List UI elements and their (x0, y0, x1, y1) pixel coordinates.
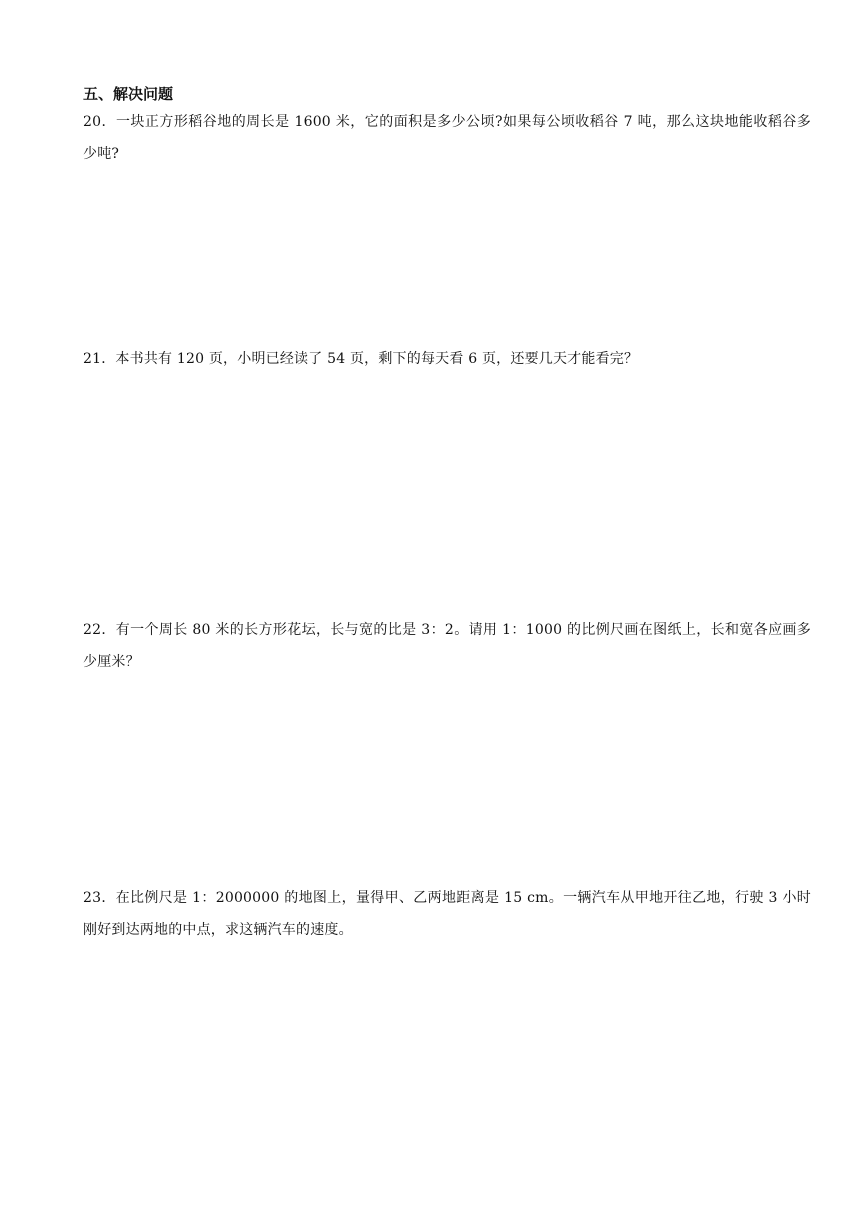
section-title: 五、解决问题 (83, 85, 174, 103)
question-number: 21． (83, 351, 116, 367)
question-23 (83, 882, 811, 946)
answer-space-20 (83, 172, 811, 332)
question-22 (83, 614, 811, 678)
question-text: 本书共有 120 页，小明已经读了 54 页，剩下的每天看 6 页，还要几天才能看完？ (115, 351, 639, 367)
question-number: 23． (83, 890, 116, 906)
answer-space-23 (83, 950, 811, 1190)
question-20 (83, 106, 811, 170)
answer-space-22 (83, 680, 811, 870)
question-text: 有一个周长 80 米的长方形花坛，长与宽的比是 3：2。请用 1：1000 的比例尺画在图纸上，长和宽各应画多少厘米？ (83, 622, 811, 670)
question-text: 一块正方形稻谷地的周长是 1600 米，它的面积是多少公顷?如果每公顷收稻谷 7 吨，那么这块地能收稻谷多少吨? (83, 114, 811, 162)
question-number: 22． (83, 622, 116, 638)
answer-space-21 (83, 380, 811, 600)
question-21 (83, 343, 811, 375)
question-text: 在比例尺是 1：2000000 的地图上，量得甲、乙两地距离是 15 cm。一辆汽车从甲地开往乙地，行驶 3 小时刚好到达两地的中点，求这辆汽车的速度。 (83, 890, 811, 938)
question-number: 20． (83, 114, 116, 130)
